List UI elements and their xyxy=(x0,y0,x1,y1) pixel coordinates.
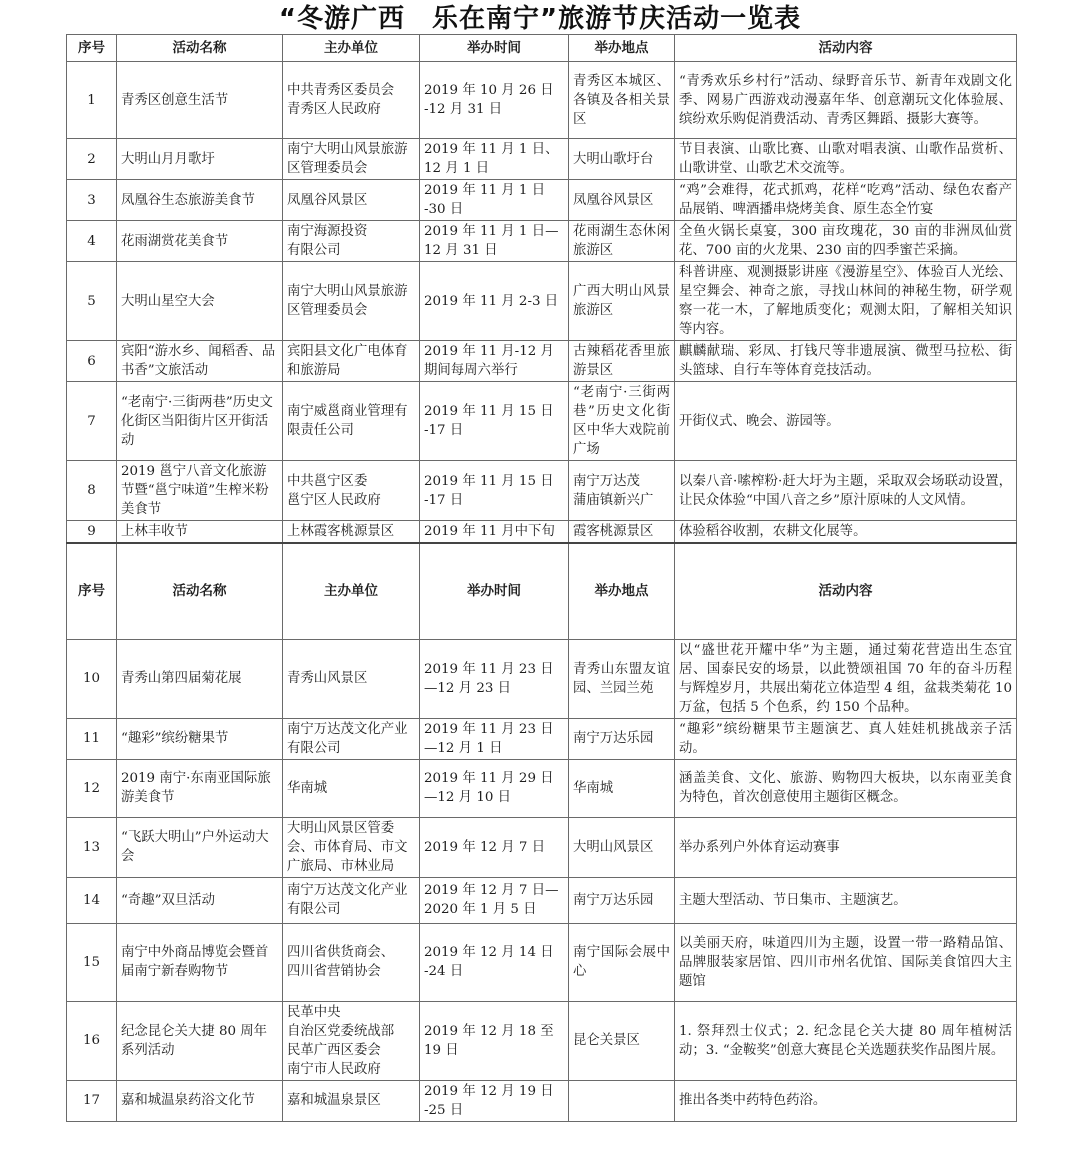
column-header: 主办单位 xyxy=(283,35,420,62)
event-location: 广西大明山风景旅游区 xyxy=(569,262,675,341)
row-number: 3 xyxy=(67,180,117,221)
activity-name: 凤凰谷生态旅游美食节 xyxy=(117,180,283,221)
activity-content: 体验稻谷收割，农耕文化展等。 xyxy=(675,521,1017,544)
activity-name: 大明山月月歌圩 xyxy=(117,139,283,180)
event-location: 南宁国际会展中心 xyxy=(569,923,675,1001)
activity-name: 纪念昆仑关大捷 80 周年系列活动 xyxy=(117,1001,283,1080)
organizer: 四川省供货商会、 四川省营销协会 xyxy=(283,923,420,1001)
organizer: 中共青秀区委员会 青秀区人民政府 xyxy=(283,62,420,139)
activity-content: 科普讲座、观测摄影讲座《漫游星空》、体验百人光绘、星空舞会、神奇之旅，寻找山林间的神秘生物，研学观察一花一木，了解地质变化；观测太阳，了解相关知识等内容。 xyxy=(675,262,1017,341)
activity-content: 以秦八音·嗦榨粉·赶大圩为主题，采取双会场联动设置，让民众体验“中国八音之乡”原汁原味的人文风情。 xyxy=(675,461,1017,521)
table-row xyxy=(67,139,1017,180)
event-time: 2019 年 11 月 15 日 -17 日 xyxy=(420,461,569,521)
organizer: 大明山风景区管委会、市体育局、市文广旅局、市林业局 xyxy=(283,817,420,877)
column-header: 主办单位 xyxy=(283,543,420,639)
table-row xyxy=(67,759,1017,817)
festival-table xyxy=(66,34,1017,1122)
event-location: 华南城 xyxy=(569,759,675,817)
column-header: 活动名称 xyxy=(117,543,283,639)
activity-content: 以“盛世花开耀中华”为主题，通过菊花营造出生态宜居、国泰民安的场景，以此赞颂祖国 70 年的奋斗历程与辉煌岁月，共展出菊花立体造型 4 组，盆栽类菊花 10 万盆，包括 5 个色系，约 150 个品种。 xyxy=(675,639,1017,718)
activity-name: 南宁中外商品博览会暨首届南宁新春购物节 xyxy=(117,923,283,1001)
event-time: 2019 年 11 月 1 日— 12 月 31 日 xyxy=(420,221,569,262)
activity-content: 开街仪式、晚会、游园等。 xyxy=(675,382,1017,461)
event-time: 2019 年 11 月 1 日 -30 日 xyxy=(420,180,569,221)
organizer: 南宁海源投资 有限公司 xyxy=(283,221,420,262)
row-number: 15 xyxy=(67,923,117,1001)
activity-content: 主题大型活动、节日集市、主题演艺。 xyxy=(675,877,1017,923)
activity-content: 以美丽天府，味道四川为主题，设置一带一路精品馆、品牌服装家居馆、四川市州名优馆、国际美食馆四大主题馆 xyxy=(675,923,1017,1001)
column-header: 举办时间 xyxy=(420,35,569,62)
event-location: 青秀山东盟友谊园、兰园兰苑 xyxy=(569,639,675,718)
row-number: 17 xyxy=(67,1080,117,1121)
event-location: 霞客桃源景区 xyxy=(569,521,675,544)
table-row xyxy=(67,221,1017,262)
column-header: 活动名称 xyxy=(117,35,283,62)
page-title: “冬游广西 乐在南宁”旅游节庆活动一览表 xyxy=(278,4,802,34)
row-number: 13 xyxy=(67,817,117,877)
organizer: 宾阳县文化广电体育和旅游局 xyxy=(283,341,420,382)
table-row xyxy=(67,639,1017,718)
event-location: 南宁万达乐园 xyxy=(569,718,675,759)
row-number: 7 xyxy=(67,382,117,461)
activity-content: 麒麟献瑞、彩凤、打钱尺等非遗展演、微型马拉松、街头篮球、自行车等体育竞技活动。 xyxy=(675,341,1017,382)
organizer: 华南城 xyxy=(283,759,420,817)
column-header: 活动内容 xyxy=(675,543,1017,639)
organizer: 嘉和城温泉景区 xyxy=(283,1080,420,1121)
organizer: 南宁万达茂文化产业有限公司 xyxy=(283,718,420,759)
activity-name: 青秀山第四届菊花展 xyxy=(117,639,283,718)
activity-content: 举办系列户外体育运动赛事 xyxy=(675,817,1017,877)
row-number: 16 xyxy=(67,1001,117,1080)
column-header: 序号 xyxy=(67,543,117,639)
event-location: 花雨湖生态休闲旅游区 xyxy=(569,221,675,262)
table-row xyxy=(67,1080,1017,1121)
activity-name: 2019 南宁·东南亚国际旅游美食节 xyxy=(117,759,283,817)
activity-content: 1. 祭拜烈士仪式；2. 纪念昆仑关大捷 80 周年植树活动；3. “金鞍奖”创意大赛昆仑关选题获奖作品图片展。 xyxy=(675,1001,1017,1080)
event-time: 2019 年 11 月 15 日 -17 日 xyxy=(420,382,569,461)
activity-name: “老南宁·三街两巷”历史文化街区当阳街片区开街活动 xyxy=(117,382,283,461)
table-row xyxy=(67,1001,1017,1080)
activity-content: 全鱼火锅长桌宴，300 亩玫瑰花，30 亩的非洲凤仙赏花、700 亩的火龙果、230 亩的四季蜜芒采摘。 xyxy=(675,221,1017,262)
event-location: 凤凰谷风景区 xyxy=(569,180,675,221)
table-header-row xyxy=(67,543,1017,639)
table-row xyxy=(67,923,1017,1001)
activity-content: 节目表演、山歌比赛、山歌对唱表演、山歌作品赏析、山歌讲堂、山歌艺术交流等。 xyxy=(675,139,1017,180)
row-number: 6 xyxy=(67,341,117,382)
organizer: 南宁威邕商业管理有限责任公司 xyxy=(283,382,420,461)
row-number: 9 xyxy=(67,521,117,544)
event-location: 昆仑关景区 xyxy=(569,1001,675,1080)
event-time: 2019 年 12 月 19 日 -25 日 xyxy=(420,1080,569,1121)
row-number: 1 xyxy=(67,62,117,139)
row-number: 11 xyxy=(67,718,117,759)
activity-content: “青秀欢乐乡村行”活动、绿野音乐节、新青年戏剧文化季、网易广西游戏动漫嘉年华、创意潮玩文化体验展、缤纷欢乐购促消费活动、青秀区舞蹈、摄影大赛等。 xyxy=(675,62,1017,139)
table-row xyxy=(67,718,1017,759)
activity-content: 推出各类中药特色药浴。 xyxy=(675,1080,1017,1121)
organizer: 民革中央 自治区党委统战部 民革广西区委会 南宁市人民政府 xyxy=(283,1001,420,1080)
event-location: “老南宁·三街两巷”历史文化街区中华大戏院前广场 xyxy=(569,382,675,461)
row-number: 12 xyxy=(67,759,117,817)
activity-name: “趣彩”缤纷糖果节 xyxy=(117,718,283,759)
column-header: 举办地点 xyxy=(569,35,675,62)
table-row xyxy=(67,461,1017,521)
event-time: 2019 年 11 月中下旬 xyxy=(420,521,569,544)
table-row xyxy=(67,341,1017,382)
organizer: 青秀山风景区 xyxy=(283,639,420,718)
event-time: 2019 年 11 月 23 日 —12 月 1 日 xyxy=(420,718,569,759)
event-time: 2019 年 12 月 7 日— 2020 年 1 月 5 日 xyxy=(420,877,569,923)
event-location: 大明山风景区 xyxy=(569,817,675,877)
column-header: 活动内容 xyxy=(675,35,1017,62)
organizer: 南宁万达茂文化产业有限公司 xyxy=(283,877,420,923)
activity-name: “飞跃大明山”户外运动大会 xyxy=(117,817,283,877)
activity-name: 宾阳“游水乡、闻稻香、品书香”文旅活动 xyxy=(117,341,283,382)
event-time: 2019 年 12 月 14 日 -24 日 xyxy=(420,923,569,1001)
event-location: 南宁万达茂 蒲庙镇新兴广 xyxy=(569,461,675,521)
activity-name: 青秀区创意生活节 xyxy=(117,62,283,139)
event-location: 青秀区本城区、各镇及各相关景区 xyxy=(569,62,675,139)
row-number: 2 xyxy=(67,139,117,180)
row-number: 14 xyxy=(67,877,117,923)
column-header: 举办时间 xyxy=(420,543,569,639)
row-number: 10 xyxy=(67,639,117,718)
column-header: 序号 xyxy=(67,35,117,62)
event-time: 2019 年 10 月 26 日 -12 月 31 日 xyxy=(420,62,569,139)
table-row xyxy=(67,382,1017,461)
organizer: 南宁大明山风景旅游区管理委员会 xyxy=(283,139,420,180)
table-header-row xyxy=(67,35,1017,62)
event-location: 古辣稻花香里旅游景区 xyxy=(569,341,675,382)
event-time: 2019 年 12 月 18 至 19 日 xyxy=(420,1001,569,1080)
event-location xyxy=(569,1080,675,1121)
event-time: 2019 年 12 月 7 日 xyxy=(420,817,569,877)
table-row xyxy=(67,62,1017,139)
activity-name: 上林丰收节 xyxy=(117,521,283,544)
event-time: 2019 年 11 月 2-3 日 xyxy=(420,262,569,341)
activity-name: 2019 邕宁八音文化旅游节暨“邕宁味道”生榨米粉美食节 xyxy=(117,461,283,521)
organizer: 凤凰谷风景区 xyxy=(283,180,420,221)
table-row xyxy=(67,521,1017,544)
table-row xyxy=(67,180,1017,221)
row-number: 4 xyxy=(67,221,117,262)
activity-name: 花雨湖赏花美食节 xyxy=(117,221,283,262)
activity-content: 涵盖美食、文化、旅游、购物四大板块，以东南亚美食为特色，首次创意使用主题街区概念。 xyxy=(675,759,1017,817)
event-location: 南宁万达乐园 xyxy=(569,877,675,923)
event-time: 2019 年 11 月 29 日 —12 月 10 日 xyxy=(420,759,569,817)
column-header: 举办地点 xyxy=(569,543,675,639)
activity-content: “鸡”会难得，花式抓鸡，花样“吃鸡”活动、绿色农畜产品展销、啤酒播串烧烤美食、原生态全竹宴 xyxy=(675,180,1017,221)
organizer: 中共邕宁区委 邕宁区人民政府 xyxy=(283,461,420,521)
row-number: 8 xyxy=(67,461,117,521)
row-number: 5 xyxy=(67,262,117,341)
event-location: 大明山歌圩台 xyxy=(569,139,675,180)
organizer: 南宁大明山风景旅游区管理委员会 xyxy=(283,262,420,341)
table-row xyxy=(67,877,1017,923)
event-time: 2019 年 11 月 1 日、 12 月 1 日 xyxy=(420,139,569,180)
table-row xyxy=(67,262,1017,341)
organizer: 上林霞客桃源景区 xyxy=(283,521,420,544)
table-row xyxy=(67,817,1017,877)
activity-name: 嘉和城温泉药浴文化节 xyxy=(117,1080,283,1121)
activity-name: 大明山星空大会 xyxy=(117,262,283,341)
activity-content: “趣彩”缤纷糖果节主题演艺、真人娃娃机挑战亲子活动。 xyxy=(675,718,1017,759)
event-time: 2019 年 11 月-12 月 期间每周六举行 xyxy=(420,341,569,382)
activity-name: “奇趣”双旦活动 xyxy=(117,877,283,923)
event-time: 2019 年 11 月 23 日 —12 月 23 日 xyxy=(420,639,569,718)
